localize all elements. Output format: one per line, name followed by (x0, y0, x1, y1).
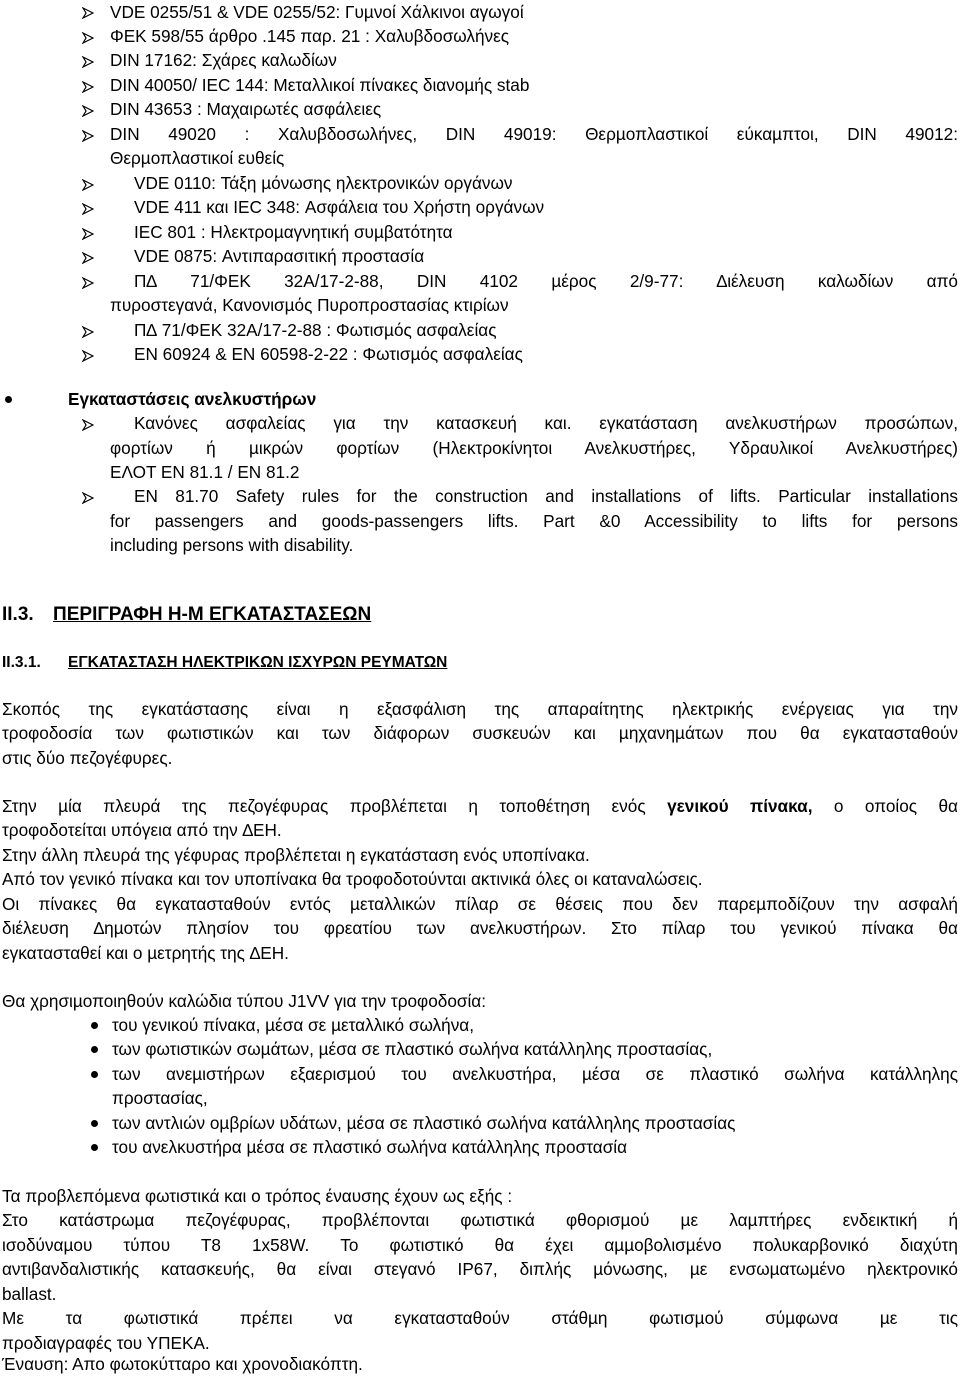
arrow-bullet-icon (82, 56, 94, 68)
section-title: ΠΕΡΙΓΡΑΦΗ Η-Μ ΕΓΚΑΤΑΣΤΑΣΕΩΝ (53, 604, 372, 625)
paragraph-line: Τα προβλεπόµενα φωτιστικά και ο τρόπος έναυσης έχουν ως εξής : (2, 1186, 513, 1206)
list-item: DIN 40050/ IEC 144: Μεταλλικοί πίνακες διανοµής stab (110, 75, 530, 95)
arrow-bullet-icon (82, 419, 94, 431)
list-item: των ανεµιστήρων εξαερισµού του ανελκυστήρα, µέσα σε πλαστικό σωλήνα κατάλληλης (112, 1064, 958, 1084)
list-item: Π∆ 71/ΦΕΚ 32Α/17-2-88 : Φωτισµός ασφαλείας (134, 320, 497, 340)
list-item: ΕΝ 81.70 Safety rules for the construction and installations of lifts. Particular installations (134, 486, 958, 506)
bullet-dot-icon (91, 1046, 98, 1053)
list-item-continuation: ΕΛΟΤ ΕΝ 81.1 / ΕΝ 81.2 (110, 462, 300, 482)
list-item: ΕΝ 60924 & ΕΝ 60598-2-22 : Φωτισµός ασφαλείας (134, 344, 523, 364)
list-item-continuation: including persons with disability. (110, 535, 354, 555)
arrow-bullet-icon (82, 277, 94, 289)
paragraph-line: διέλευση ∆ηµοτών πλησίον του φρεατίου των ανελκυστήρων. Στο πίλαρ του γενικού πίνακα θα (2, 918, 958, 938)
list-item: Κανόνες ασφαλείας για την κατασκευή και. εγκατάσταση ανελκυστήρων προσώπων, (134, 413, 958, 433)
list-item: DIN 43653 : Μαχαιρωτές ασφάλειες (110, 99, 382, 119)
paragraph-line: ballast. (2, 1284, 57, 1304)
arrow-bullet-icon (82, 105, 94, 117)
paragraph-line: τροφοδοσία των φωτιστικών και των διάφορων συσκευών και µηχανηµάτων που θα εγκατασταθούν (2, 723, 958, 743)
arrow-bullet-icon (82, 228, 94, 240)
paragraph-line: στις δύο πεζογέφυρες. (2, 748, 173, 768)
paragraph-line: Σκοπός της εγκατάστασης είναι η εξασφάλιση της απαραίτητης ηλεκτρικής ενέργειας για την (2, 699, 958, 719)
arrow-bullet-icon (82, 130, 94, 142)
paragraph-line: αντιβανδαλιστικής κατασκευής, θα είναι στεγανό ΙΡ67, διπλής µόνωσης, µε ενσωµατωµένο ηλεκτρονικό (2, 1259, 958, 1279)
lifts-heading: Εγκαταστάσεις ανελκυστήρων (68, 389, 317, 409)
bold-term: γενικού πίνακα, (667, 796, 813, 816)
arrow-bullet-icon (82, 203, 94, 215)
list-item-continuation: for passengers and goods-passengers lifts. Part &0 Accessibility to lifts for persons (110, 511, 958, 531)
paragraph-line: Με τα φωτιστικά πρέπει να εγκατασταθούν στάθµη φωτισµού σύµφωνα µε τις (2, 1308, 958, 1328)
bullet-dot-icon (91, 1071, 98, 1078)
list-item: του γενικού πίνακα, µέσα σε µεταλλικό σωλήνα, (112, 1015, 475, 1035)
arrow-bullet-icon (82, 179, 94, 191)
list-item: Π∆ 71/ΦΕΚ 32Α/17-2-88, DIN 4102 µέρος 2/9-77: ∆ιέλευση καλωδίων από (134, 271, 958, 291)
arrow-bullet-icon (82, 32, 94, 44)
list-item: IEC 801 : Ηλεκτροµαγνητική συµβατότητα (134, 222, 453, 242)
list-item: VDE 411 και IEC 348: Ασφάλεια του Χρήστη οργάνων (134, 197, 545, 217)
paragraph-line: Από τον γενικό πίνακα και τον υποπίνακα θα τροφοδοτούνται ακτινικά όλες οι καταναλώσεις. (2, 869, 703, 889)
list-item: του ανελκυστήρα µέσα σε πλαστικό σωλήνα κατάλληλης προστασία (112, 1137, 628, 1157)
paragraph-line: Στην µία πλευρά της πεζογέφυρας προβλέπεται η τοποθέτηση ενός γενικού πίνακα, ο οποίος θα (2, 796, 958, 816)
arrow-bullet-icon (82, 7, 94, 19)
list-item: των φωτιστικών σωµάτων, µέσα σε πλαστικό σωλήνα κατάλληλης προστασίας, (112, 1039, 713, 1059)
cables-intro: Θα χρησιµοποιηθούν καλώδια τύπου J1VV για την τροφοδοσία: (2, 991, 487, 1011)
list-item: ΦΕΚ 598/55 άρθρο .145 παρ. 21 : Χαλυβδοσωλήνες (110, 26, 510, 46)
arrow-bullet-icon (82, 350, 94, 362)
list-item-continuation: φορτίων ή µικρών φορτίων (Ηλεκτροκίνητοι Ανελκυστήρες, Υδραυλικοί Ανελκυστήρες) (110, 438, 958, 458)
subsection-title: ΕΓΚΑΤΑΣΤΑΣΗ ΗΛΕΚΤΡΙΚΩΝ ΙΣΧΥΡΩΝ ΡΕΥΜΑΤΩΝ (68, 654, 448, 671)
list-item: VDE 0875: Αντιπαρασιτική προστασία (134, 246, 425, 266)
arrow-bullet-icon (82, 81, 94, 93)
subsection-number: ΙΙ.3.1. (2, 654, 41, 671)
paragraph-line: Έναυση: Απο φωτοκύτταρο και χρονοδιακόπτη. (2, 1354, 363, 1374)
paragraph-line: εγκατασταθεί και ο µετρητής της ∆ΕΗ. (2, 943, 289, 963)
paragraph-line: προδιαγραφές του ΥΠΕΚΑ. (2, 1333, 210, 1353)
list-item-continuation: προστασίας, (112, 1088, 208, 1108)
bullet-dot-icon (91, 1120, 98, 1127)
arrow-bullet-icon (82, 252, 94, 264)
paragraph-line: Στην άλλη πλευρά της γέφυρας προβλέπεται η εγκατάσταση ενός υποπίνακα. (2, 845, 590, 865)
list-item-continuation: πυροστεγανά, Κανονισµός Πυροπροστασίας κτιρίων (110, 295, 509, 315)
list-item: VDE 0110: Τάξη µόνωσης ηλεκτρονικών οργάνων (134, 173, 513, 193)
list-item: DIN 49020 : Χαλυβδοσωλήνες, DIN 49019: Θερµοπλαστικοί εύκαµπτοι, DIN 49012: (110, 124, 958, 144)
section-number: ΙΙ.3. (2, 604, 34, 625)
bullet-dot-icon (91, 1144, 98, 1151)
list-item: DIN 17162: Σχάρες καλωδίων (110, 50, 337, 70)
paragraph-line: Οι πίνακες θα εγκατασταθούν εντός µεταλλικών πίλαρ σε θέσεις που δεν παρεµποδίζουν την ασφαλή (2, 894, 958, 914)
list-item: των αντλιών οµβρίων υδάτων, µέσα σε πλαστικό σωλήνα κατάλληλης προστασίας (112, 1113, 736, 1133)
paragraph-line: Στο κατάστρωµα πεζογέφυρας, προβλέπονται φωτιστικά φθορισµού µε λαµπτήρες ενδεικτική ή (2, 1210, 958, 1230)
bullet-dot-icon (91, 1022, 98, 1029)
paragraph-line: ισοδύναµου τύπου Τ8 1x58W. Το φωτιστικό θα έχει αµµοβολισµένο πολυκαρβονικό διαχύτη (2, 1235, 958, 1255)
paragraph-line: τροφοδοτείται υπόγεια από την ∆ΕΗ. (2, 820, 282, 840)
arrow-bullet-icon (82, 326, 94, 338)
list-item: VDE 0255/51 & VDE 0255/52: Γυµνοί Χάλκινοι αγωγοί (110, 2, 524, 22)
list-item-continuation: Θερµοπλαστικοί ευθείς (110, 148, 285, 168)
bullet-dot-icon (5, 396, 12, 403)
arrow-bullet-icon (82, 492, 94, 504)
